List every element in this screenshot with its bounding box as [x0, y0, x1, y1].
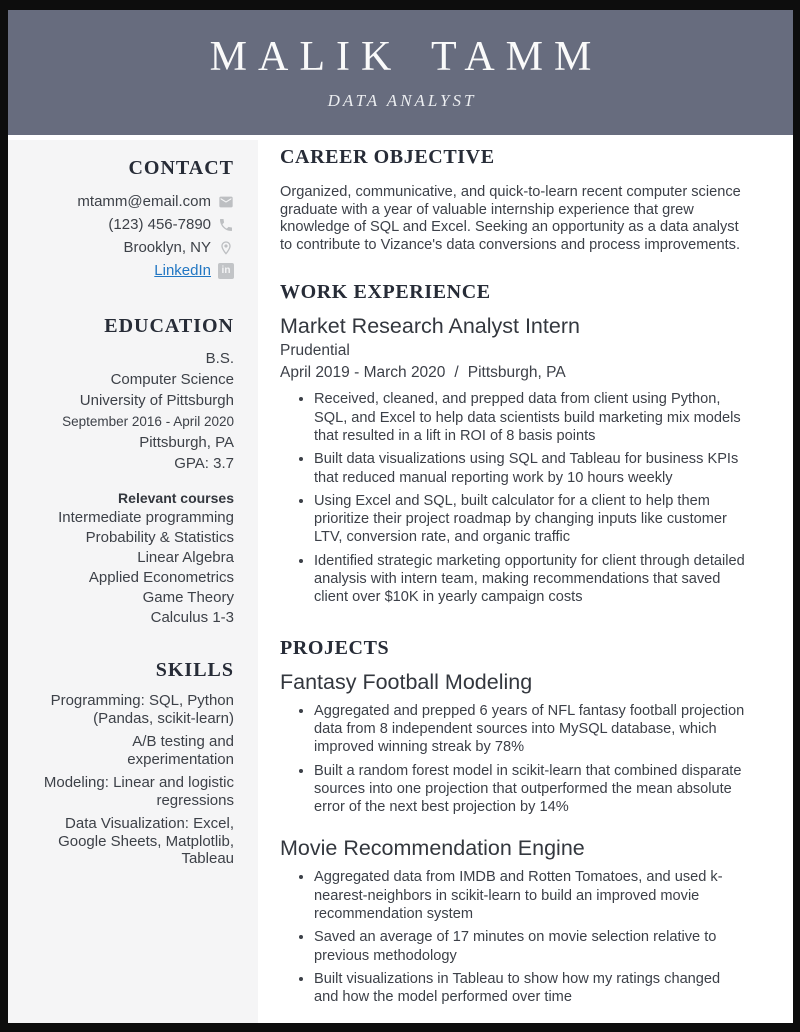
education-degree: B.S. — [205, 350, 234, 367]
main-column — [258, 135, 793, 1023]
career-objective-section — [280, 146, 748, 254]
education-major: Computer Science — [110, 371, 234, 388]
education-school: University of Pittsburgh — [79, 392, 234, 409]
resume-page — [8, 10, 793, 1023]
job-location: Pittsburgh, PA — [467, 364, 566, 382]
contact-location-row — [34, 236, 234, 259]
course-item: Probability & Statistics — [85, 529, 234, 546]
email-text: mtamm@email.com — [77, 193, 211, 210]
phone-icon — [218, 217, 234, 233]
contact-section — [34, 157, 234, 282]
skills-section — [34, 659, 234, 868]
job-title: Market Research Analyst Intern — [280, 314, 580, 339]
person-name: MALIK TAMM — [209, 34, 603, 81]
skills-heading: SKILLS — [155, 659, 234, 681]
envelope-icon — [218, 194, 234, 210]
project-title: Fantasy Football Modeling — [280, 669, 533, 694]
projects-heading: PROJECTS — [280, 636, 390, 659]
skill-item: Programming: SQL, Python (Pandas, scikit-learn) — [50, 692, 234, 727]
job-bullet: • Built data visualizations using SQL and Tableau for business KPIs that reduced manual reporting work by 10 hours weekly — [314, 450, 748, 487]
project-bullet: • Saved an average of 17 minutes on movie selection relative to previous methodology — [314, 928, 748, 965]
job-bullet-list — [280, 390, 748, 606]
project-bullet: • Aggregated and prepped 6 years of NFL fantasy football projection data from 8 independent sources into MySQL database, which improved winning streak by 78% — [314, 702, 748, 757]
course-item: Applied Econometrics — [88, 569, 234, 586]
education-heading: EDUCATION — [104, 315, 234, 337]
person-job-title: DATA ANALYST — [327, 90, 477, 110]
job-dates: April 2019 - March 2020 — [280, 364, 446, 382]
project-entry — [280, 669, 748, 817]
location-text: Brooklyn, NY — [123, 239, 211, 256]
career-objective-heading: CAREER OBJECTIVE — [280, 146, 495, 168]
job-meta-line — [280, 362, 748, 384]
course-item: Intermediate programming — [58, 509, 234, 526]
job-meta-separator: / — [454, 364, 459, 382]
course-item: Game Theory — [142, 589, 234, 606]
contact-heading: CONTACT — [128, 157, 234, 179]
phone-text: (123) 456-7890 — [108, 216, 211, 233]
skill-item: Data Visualization: Excel, Google Sheets, Matplotlib, Tableau — [58, 815, 234, 867]
job-bullet: • Received, cleaned, and prepped data from client using Python, SQL, and Excel to help data scientists build marketing mix models that resulted in a lift in ROI of 8 basis points — [314, 390, 748, 445]
course-item: Calculus 1-3 — [150, 609, 234, 626]
work-experience-heading: WORK EXPERIENCE — [280, 281, 491, 304]
contact-linkedin-row — [34, 259, 234, 282]
work-experience-section — [280, 281, 748, 606]
project-bullet: • Built a random forest model in scikit-learn that combined disparate sources into one projection that outperformed the mean absolute error of the next best projection by 14% — [314, 762, 748, 817]
project-bullet-list — [280, 868, 748, 1006]
sidebar — [8, 140, 258, 1023]
project-bullet: • Aggregated data from IMDB and Rotten Tomatoes, and used k-nearest-neighbors in scikit-learn to build an improved movie recommendation system — [314, 868, 748, 923]
skill-item: Modeling: Linear and logistic regressions — [43, 774, 234, 809]
project-bullet-list — [280, 702, 748, 817]
header-band — [8, 10, 793, 135]
linkedin-link[interactable]: LinkedIn — [154, 262, 211, 279]
job-company: Prudential — [280, 342, 350, 360]
job-entry — [280, 313, 748, 606]
job-bullet: • Identified strategic marketing opportunity for client through detailed analysis with intern team, making recommendations that saved client over $10K in yearly campaign costs — [314, 552, 748, 607]
contact-phone-row — [34, 213, 234, 236]
job-bullet: • Using Excel and SQL, built calculator for a client to help them prioritize their project roadmap by changing inputs like customer LTV, conversion rate, and organic traffic — [314, 492, 748, 547]
education-gpa: GPA: 3.7 — [174, 455, 234, 472]
location-pin-icon — [218, 240, 234, 256]
projects-section — [280, 637, 748, 1007]
education-dates: September 2016 - April 2020 — [62, 414, 234, 429]
project-title: Movie Recommendation Engine — [280, 836, 585, 861]
linkedin-icon: in — [218, 263, 234, 279]
project-bullet: • Built visualizations in Tableau to show how my ratings changed and how the model performed over time — [314, 970, 748, 1007]
career-objective-text: Organized, communicative, and quick-to-learn recent computer science graduate with a year of valuable internship experience that grew knowledge of SQL and Excel. Seeking an opportunity as a data analyst to contribute to Vizance's data conversions and process improvements. — [280, 184, 741, 253]
relevant-courses-label: Relevant courses — [118, 490, 234, 506]
project-entry — [280, 835, 748, 1006]
education-section — [34, 315, 234, 628]
education-location: Pittsburgh, PA — [139, 434, 234, 451]
course-item: Linear Algebra — [137, 549, 234, 566]
body-row — [8, 135, 793, 1023]
contact-email-row — [34, 190, 234, 213]
skill-item: A/B testing and experimentation — [127, 733, 234, 768]
